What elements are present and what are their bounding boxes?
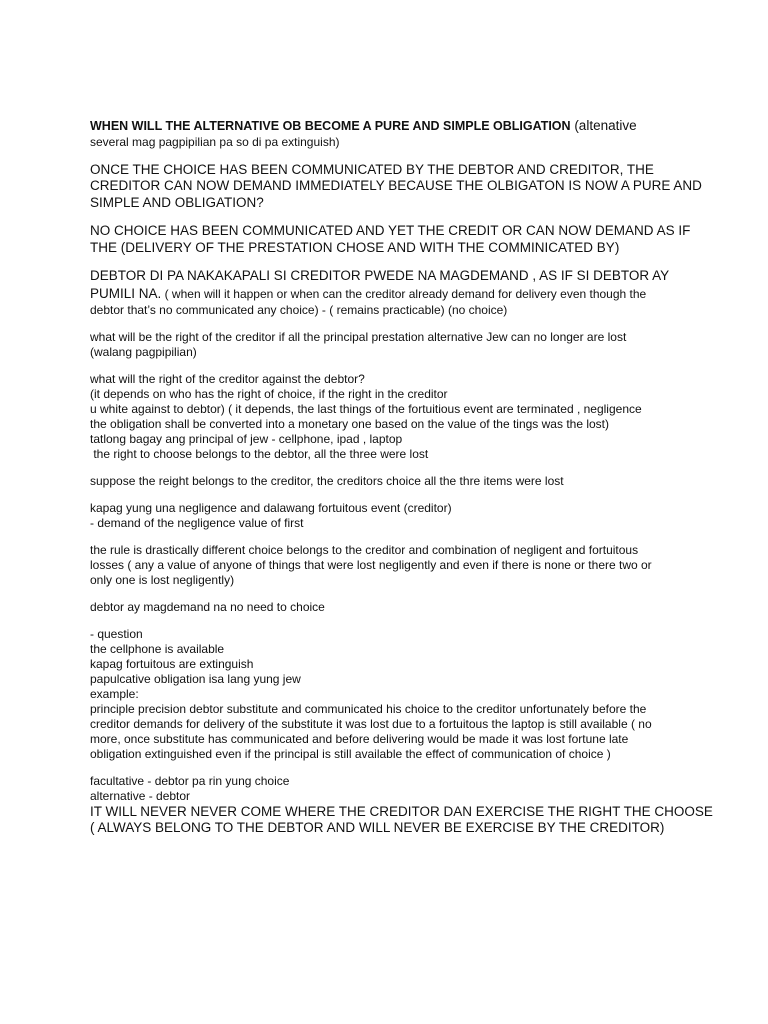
text-line: more, once substitute has communicated and before delivering would be made it was lost fortune late [90,731,629,746]
heading-note: (altenative [570,118,637,133]
heading-line-2: several mag pagpipilian pa so di pa extinguish) [90,134,340,149]
text-line: facultative - debtor pa rin yung choice [90,773,290,788]
text-line: u white against to debtor) ( it depends, the last things of the fortuitious event are terminated , negligence [90,401,642,416]
text-line: the rule is drastically different choice belongs to the creditor and combination of negligent and fortuitous [90,542,639,557]
text-line: NO CHOICE HAS BEEN COMMUNICATED AND YET THE CREDIT OR CAN NOW DEMAND AS IF [90,223,691,238]
text-line: - demand of the negligence value of first [90,515,304,530]
text-line: kapag fortuitous are extinguish [90,656,254,671]
text-line: what will the right of the creditor against the debtor? [90,371,365,386]
paragraph-6 [90,474,690,489]
text-line: ( ALWAYS BELONG TO THE DEBTOR AND WILL NEVER BE EXERCISE BY THE CREDITOR) [90,820,665,835]
text-line: ONCE THE CHOICE HAS BEEN COMMUNICATED BY THE DEBTOR AND CREDITOR, THE [90,161,654,177]
heading-title: WHEN WILL THE ALTERNATIVE OB BECOME A PURE AND SIMPLE OBLIGATION [90,119,571,133]
text-line: the obligation shall be converted into a monetary one based on the value of the tings was the lost) [90,416,609,431]
text-line-mixed [90,285,690,303]
paragraph-1 [90,161,702,212]
text-line: SIMPLE AND OBLIGATION? [90,194,264,210]
text-line: THE (DELIVERY OF THE PRESTATION CHOSE AND WITH THE COMMINICATED BY) [90,239,620,255]
paragraph-10 [90,627,690,762]
paragraph-7 [90,501,690,531]
paragraph-11 [90,773,713,837]
heading-line-1 [90,118,690,135]
text-line: suppose the reight belongs to the creditor, the creditors choice all the thre items were lost [90,473,564,488]
text-line: creditor demands for delivery of the substitute it was lost due to a fortuitous the laptop is still available ( no [90,716,652,731]
paragraph-3 [90,268,690,318]
text-line: only one is lost negligently) [90,572,235,587]
paragraph-2 [90,223,690,256]
text-line: alternative - debtor [90,788,191,803]
text-line: - question [90,626,143,641]
document-body [90,118,713,837]
paragraph-4 [90,330,690,360]
text-line: DEBTOR DI PA NAKAKAPALI SI CREDITOR PWEDE NA MAGDEMAND , AS IF SI DEBTOR AY [90,268,670,283]
text-line: debtor ay magdemand na no need to choice [90,599,325,614]
paragraph-8 [90,543,690,588]
paragraph-5 [90,372,690,462]
text-line: losses ( any a value of anyone of things that were lost negligently and even if there is none or there two or [90,557,652,572]
text-line: obligation extinguished even if the principal is still available the effect of communication of choice ) [90,746,611,761]
text-line: (it depends on who has the right of choice, if the right in the creditor [90,386,448,401]
text-line: papulcative obligation isa lang yung jew [90,671,301,686]
text-line: principle precision debtor substitute and communicated his choice to the creditor unfortunately before the [90,701,647,716]
text-small: ( when will it happen or when can the creditor already demand for delivery even though the [161,286,647,301]
text-line: IT WILL NEVER NEVER COME WHERE THE CREDITOR DAN EXERCISE THE RIGHT THE CHOOSE [90,803,713,819]
text-line: the right to choose belongs to the debtor, all the three were lost [90,446,429,461]
text-line: example: [90,686,139,701]
text-line: debtor that’s no communicated any choice) - ( remains practicable) (no choice) [90,302,508,317]
text-line: CREDITOR CAN NOW DEMAND IMMEDIATELY BECAUSE THE OLBIGATON IS NOW A PURE AND [90,178,702,193]
text-caps: PUMILI NA. [90,285,162,301]
text-line: the cellphone is available [90,641,225,656]
text-line: tatlong bagay ang principal of jew - cellphone, ipad , laptop [90,431,403,446]
text-line: what will be the right of the creditor if all the principal prestation alternative Jew can no longer are lost [90,329,627,344]
paragraph-9 [90,600,690,615]
text-line: kapag yung una negligence and dalawang fortuitous event (creditor) [90,500,452,515]
text-line: (walang pagpipilian) [90,344,197,359]
